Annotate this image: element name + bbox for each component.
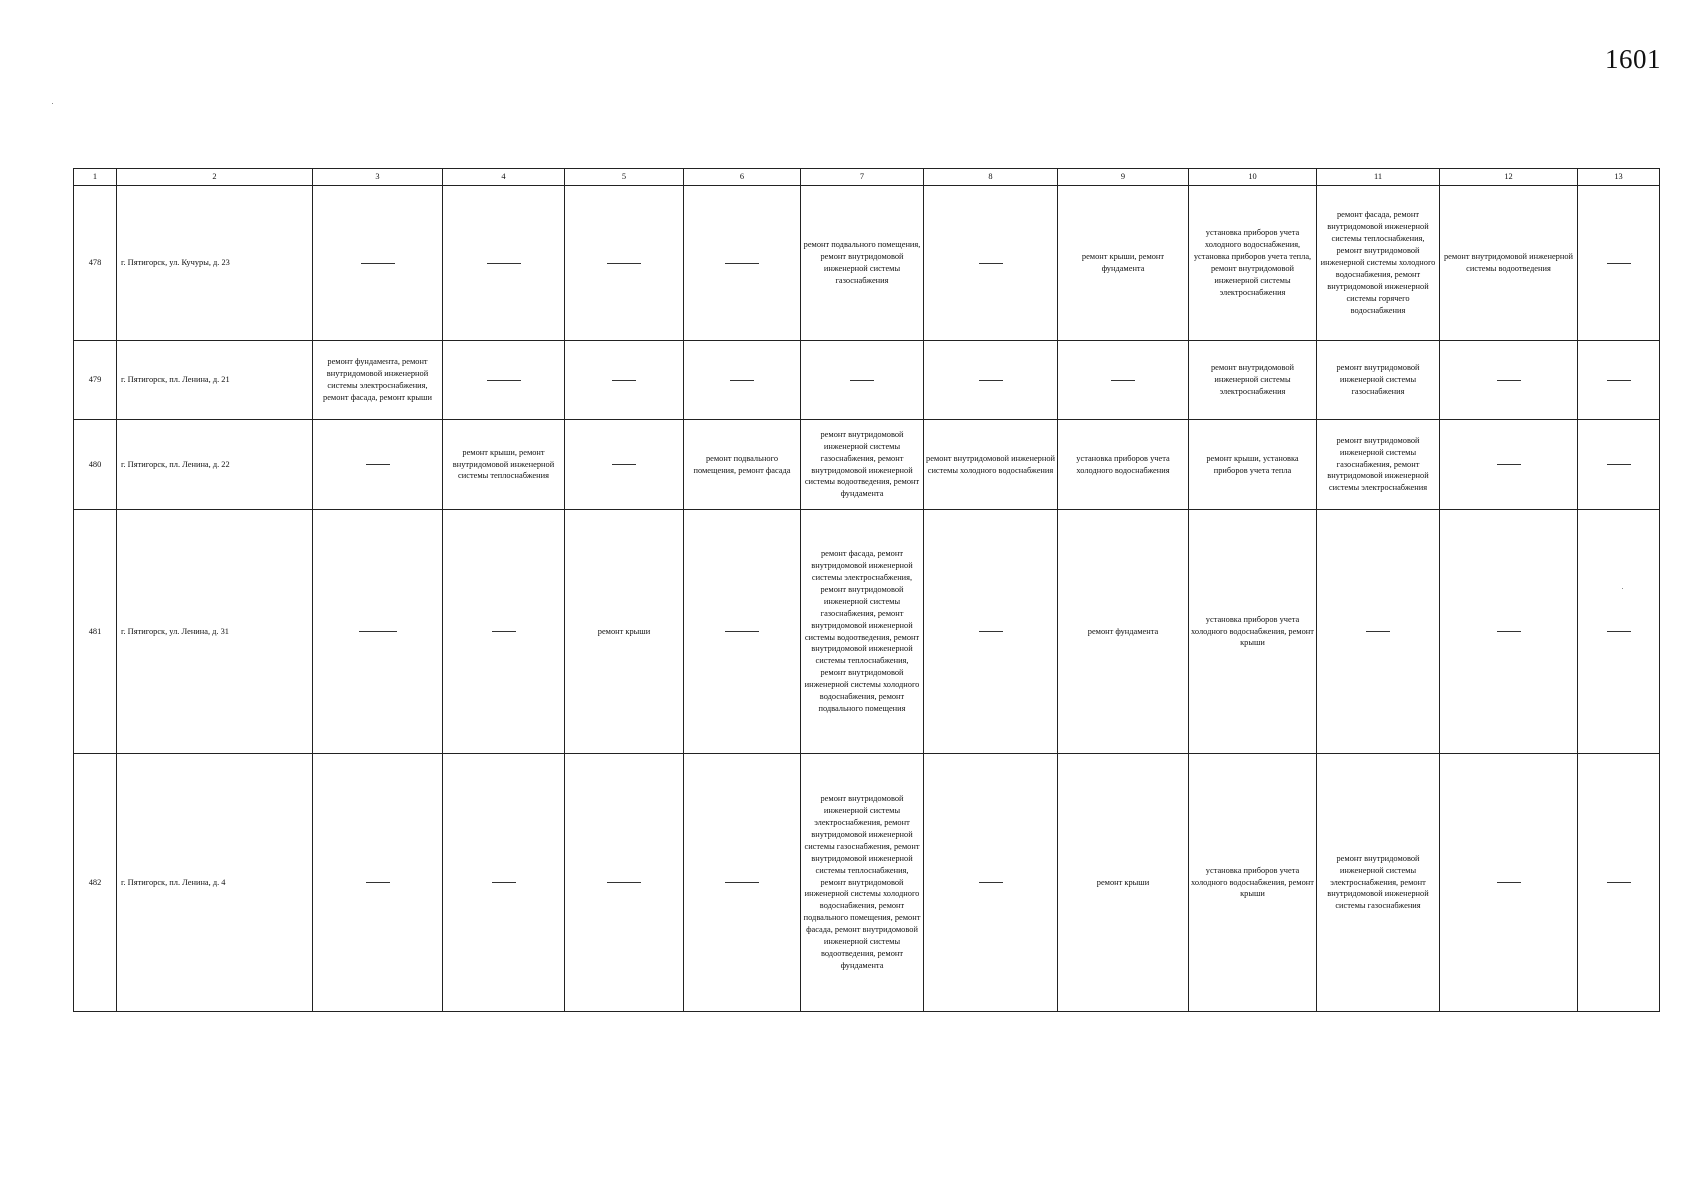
table-cell: установка приборов учета холодного водоснабжения bbox=[1058, 420, 1189, 510]
empty-dash bbox=[1497, 882, 1521, 883]
table-cell bbox=[1578, 754, 1660, 1012]
empty-dash bbox=[359, 631, 397, 632]
empty-dash bbox=[1607, 263, 1631, 264]
table-cell: ремонт крыши bbox=[1058, 754, 1189, 1012]
empty-dash bbox=[366, 882, 390, 883]
empty-dash bbox=[1607, 882, 1631, 883]
empty-dash bbox=[607, 882, 641, 883]
table-cell: ремонт фундамента bbox=[1058, 510, 1189, 754]
empty-dash bbox=[1497, 464, 1521, 465]
column-header: 13 bbox=[1578, 169, 1660, 186]
table-row bbox=[74, 754, 1660, 1012]
column-header: 12 bbox=[1440, 169, 1578, 186]
column-header: 10 bbox=[1189, 169, 1317, 186]
column-header: 6 bbox=[684, 169, 801, 186]
empty-dash bbox=[730, 380, 754, 381]
table-cell: ремонт крыши bbox=[565, 510, 684, 754]
table-cell bbox=[443, 754, 565, 1012]
table-cell: ремонт внутридомовой инженерной системы электроснабжения bbox=[1189, 341, 1317, 420]
table-cell bbox=[1578, 341, 1660, 420]
table-cell bbox=[1440, 420, 1578, 510]
table-cell: ремонт внутридомовой инженерной системы холодного водоснабжения bbox=[924, 420, 1058, 510]
empty-dash bbox=[979, 380, 1003, 381]
table-cell bbox=[313, 186, 443, 341]
table-cell: ремонт подвального помещения, ремонт внутридомовой инженерной системы газоснабжения bbox=[801, 186, 924, 341]
row-address: г. Пятигорск, пл. Ленина, д. 21 bbox=[117, 341, 313, 420]
empty-dash bbox=[979, 882, 1003, 883]
table-cell bbox=[443, 341, 565, 420]
table-cell bbox=[684, 341, 801, 420]
table-cell: ремонт подвального помещения, ремонт фасада bbox=[684, 420, 801, 510]
table-cell bbox=[924, 341, 1058, 420]
empty-dash bbox=[1497, 631, 1521, 632]
repair-schedule-table bbox=[73, 168, 1660, 1012]
table-cell: ремонт крыши, установка приборов учета тепла bbox=[1189, 420, 1317, 510]
empty-dash bbox=[487, 380, 521, 381]
table-cell bbox=[443, 186, 565, 341]
table-row bbox=[74, 420, 1660, 510]
empty-dash bbox=[725, 631, 759, 632]
table-cell: ремонт внутридомовой инженерной системы электроснабжения, ремонт внутридомовой инженерной системы газоснабжения, ремонт внутридомовой инженерной системы теплоснабжения, ремонт внутридомовой инженерной системы холодного водоснабжения, ремонт подвального помещения, ремонт фасада, ремонт внутридомовой инженерной системы водоотведения, ремонт фундамента bbox=[801, 754, 924, 1012]
column-header: 1 bbox=[74, 169, 117, 186]
column-header: 11 bbox=[1317, 169, 1440, 186]
table-cell: ремонт крыши, ремонт фундамента bbox=[1058, 186, 1189, 341]
empty-dash bbox=[1607, 631, 1631, 632]
table-cell: ремонт фундамента, ремонт внутридомовой инженерной системы электроснабжения, ремонт фасада, ремонт крыши bbox=[313, 341, 443, 420]
row-address: г. Пятигорск, ул. Ленина, д. 31 bbox=[117, 510, 313, 754]
table-body bbox=[74, 169, 1660, 1012]
table-cell bbox=[1317, 510, 1440, 754]
column-header: 2 bbox=[117, 169, 313, 186]
empty-dash bbox=[612, 380, 636, 381]
table-cell bbox=[313, 754, 443, 1012]
empty-dash bbox=[979, 263, 1003, 264]
row-number: 478 bbox=[74, 186, 117, 341]
empty-dash bbox=[725, 263, 759, 264]
table-cell bbox=[1440, 341, 1578, 420]
column-header: 7 bbox=[801, 169, 924, 186]
table-row bbox=[74, 341, 1660, 420]
row-number: 480 bbox=[74, 420, 117, 510]
row-number: 479 bbox=[74, 341, 117, 420]
empty-dash bbox=[1607, 380, 1631, 381]
table-cell bbox=[1058, 341, 1189, 420]
table-cell: ремонт внутридомовой инженерной системы водоотведения bbox=[1440, 186, 1578, 341]
empty-dash bbox=[1366, 631, 1390, 632]
empty-dash bbox=[492, 631, 516, 632]
column-header: 8 bbox=[924, 169, 1058, 186]
table-cell bbox=[565, 186, 684, 341]
column-header: 5 bbox=[565, 169, 684, 186]
empty-dash bbox=[850, 380, 874, 381]
table-cell bbox=[565, 341, 684, 420]
empty-dash bbox=[725, 882, 759, 883]
page-number: 1601 bbox=[1605, 44, 1661, 74]
empty-dash bbox=[361, 263, 395, 264]
row-number: 481 bbox=[74, 510, 117, 754]
column-header: 9 bbox=[1058, 169, 1189, 186]
table-cell bbox=[924, 510, 1058, 754]
column-header: 4 bbox=[443, 169, 565, 186]
empty-dash bbox=[607, 263, 641, 264]
empty-dash bbox=[492, 882, 516, 883]
table-cell bbox=[1440, 510, 1578, 754]
empty-dash bbox=[1607, 464, 1631, 465]
table-cell: ремонт внутридомовой инженерной системы газоснабжения, ремонт внутридомовой инженерной системы водоотведения, ремонт фундамента bbox=[801, 420, 924, 510]
table-cell bbox=[924, 754, 1058, 1012]
table-row bbox=[74, 186, 1660, 341]
table-cell: установка приборов учета холодного водоснабжения, ремонт крыши bbox=[1189, 510, 1317, 754]
empty-dash bbox=[1111, 380, 1135, 381]
empty-dash bbox=[979, 631, 1003, 632]
table-cell bbox=[1578, 420, 1660, 510]
table-cell bbox=[1578, 186, 1660, 341]
row-address: г. Пятигорск, пл. Ленина, д. 4 bbox=[117, 754, 313, 1012]
table-cell bbox=[684, 186, 801, 341]
column-header: 3 bbox=[313, 169, 443, 186]
table-cell bbox=[684, 754, 801, 1012]
table-cell: ремонт внутридомовой инженерной системы газоснабжения, ремонт внутридомовой инженерной системы электроснабжения bbox=[1317, 420, 1440, 510]
table-cell bbox=[313, 510, 443, 754]
table-cell bbox=[924, 186, 1058, 341]
table-cell: ремонт фасада, ремонт внутридомовой инженерной системы теплоснабжения, ремонт внутридомовой инженерной системы холодного водоснабжения, ремонт внутридомовой инженерной системы горячего водоснабжения bbox=[1317, 186, 1440, 341]
row-address: г. Пятигорск, пл. Ленина, д. 22 bbox=[117, 420, 313, 510]
scan-speck bbox=[52, 103, 53, 104]
table-cell bbox=[565, 754, 684, 1012]
empty-dash bbox=[366, 464, 390, 465]
table-cell bbox=[801, 341, 924, 420]
row-address: г. Пятигорск, ул. Кучуры, д. 23 bbox=[117, 186, 313, 341]
table-cell bbox=[565, 420, 684, 510]
table-cell: ремонт внутридомовой инженерной системы электроснабжения, ремонт внутридомовой инженерной системы газоснабжения bbox=[1317, 754, 1440, 1012]
table-cell: ремонт внутридомовой инженерной системы газоснабжения bbox=[1317, 341, 1440, 420]
empty-dash bbox=[1497, 380, 1521, 381]
row-number: 482 bbox=[74, 754, 117, 1012]
table-cell: ремонт фасада, ремонт внутридомовой инженерной системы электроснабжения, ремонт внутридомовой инженерной системы газоснабжения, ремонт внутридомовой инженерной системы водоотведения, ремонт внутридомовой инженерной системы теплоснабжения, ремонт внутридомовой инженерной системы холодного водоснабжения, ремонт подвального помещения bbox=[801, 510, 924, 754]
table-cell: установка приборов учета холодного водоснабжения, установка приборов учета тепла, ремонт внутридомовой инженерной системы электроснабжения bbox=[1189, 186, 1317, 341]
table-cell bbox=[1578, 510, 1660, 754]
column-number-row bbox=[74, 169, 1660, 186]
empty-dash bbox=[487, 263, 521, 264]
table-cell: ремонт крыши, ремонт внутридомовой инженерной системы теплоснабжения bbox=[443, 420, 565, 510]
table-cell bbox=[313, 420, 443, 510]
table-cell bbox=[1440, 754, 1578, 1012]
table-row bbox=[74, 510, 1660, 754]
empty-dash bbox=[612, 464, 636, 465]
table-cell bbox=[684, 510, 801, 754]
table-cell: установка приборов учета холодного водоснабжения, ремонт крыши bbox=[1189, 754, 1317, 1012]
table-cell bbox=[443, 510, 565, 754]
